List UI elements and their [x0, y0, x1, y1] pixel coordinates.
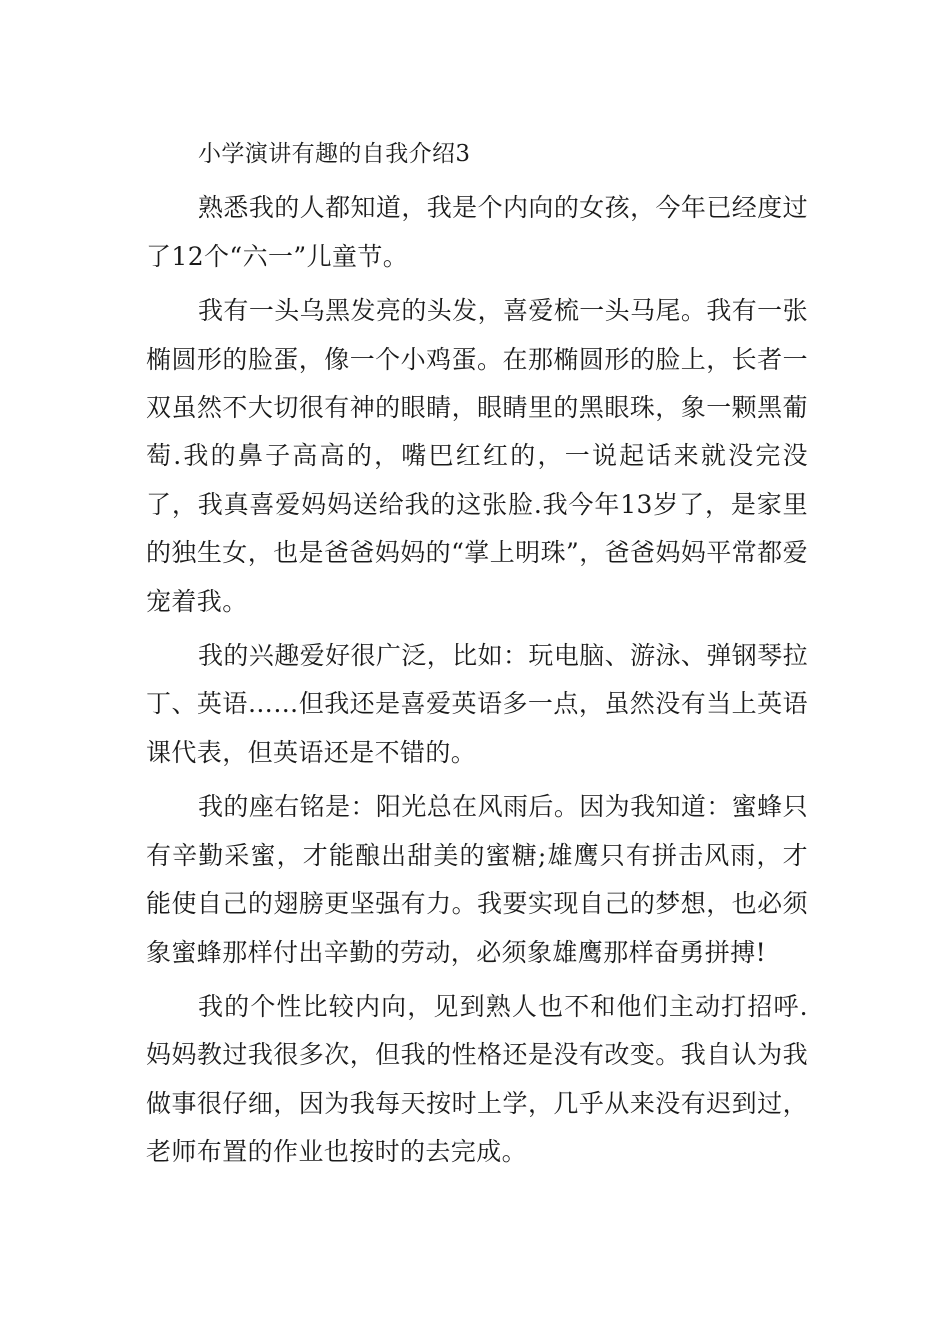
paragraph-5: 我的个性比较内向，见到熟人也不和他们主动打招呼.妈妈教过我很多次，但我的性格还是没有改变。我自认为我做事很仔细，因为我每天按时上学，几乎从来没有迟到过，老师布置的作业也按时的去完成。	[146, 991, 808, 1167]
paragraph-1: 熟悉我的人都知道，我是个内向的女孩，今年已经度过了12个“六一”儿童节。	[146, 193, 808, 271]
document-title: 小学演讲有趣的自我介绍3	[198, 141, 471, 167]
paragraph-2: 我有一头乌黑发亮的头发，喜爱梳一头马尾。我有一张椭圆形的脸蛋，像一个小鸡蛋。在那椭圆形的脸上，长者一双虽然不大切很有神的眼睛，眼睛里的黑眼珠，象一颗黑葡萄.我的鼻子高高的，嘴巴红红的，一说起话来就没完没了，我真喜爱妈妈送给我的这张脸.我今年13岁了，是家里的独生女，也是爸爸妈妈的“掌上明珠”，爸爸妈妈平常都爱宠着我。	[146, 296, 808, 616]
document-body	[146, 130, 808, 1177]
paragraph-3: 我的兴趣爱好很广泛，比如：玩电脑、游泳、弹钢琴拉丁、英语……但我还是喜爱英语多一点，虽然没有当上英语课代表，但英语还是不错的。	[146, 641, 808, 767]
paragraph-4: 我的座右铭是：阳光总在风雨后。因为我知道：蜜蜂只有辛勤采蜜，才能酿出甜美的蜜糖;雄鹰只有拼击风雨，才能使自己的翅膀更坚强有力。我要实现自己的梦想，也必须象蜜蜂那样付出辛勤的劳动，必须象雄鹰那样奋勇拼搏!	[146, 792, 808, 967]
